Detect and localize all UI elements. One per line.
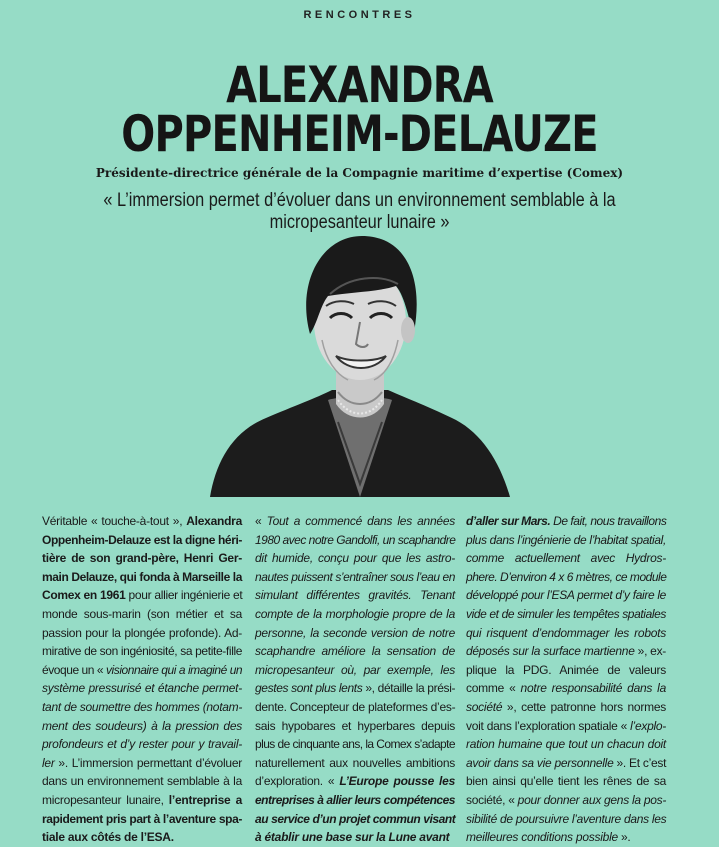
article-line [42,679,242,698]
text-run: comme actuellement avec Hydros- [466,551,666,566]
text-run: développé pour l’ESA permet d’y faire le [466,588,666,603]
name-second-line: OPPENHEIM-DELAUZE [121,105,598,163]
text-run: tiale aux côtés de l’ESA. [42,830,174,845]
article-line [466,754,666,773]
article-line [466,642,666,661]
article-line [255,642,455,661]
article-line [42,698,242,717]
text-run: ». Et c’est [613,755,667,770]
text-run: d’aller sur Mars. [466,514,551,528]
article-line [466,679,666,698]
article-line [255,605,455,624]
text-run: voit dans l’exploration spatiale « [466,718,631,733]
article-line [466,698,666,717]
article-line [255,828,455,847]
text-run: l’explo- [630,718,666,733]
text-run: visionnaire qui a imaginé un [106,662,243,677]
text-run: pour allier ingénierie et [125,588,243,603]
text-run: Oppenheim-Delauze est la digne héri- [42,532,243,547]
article-line [466,586,666,605]
article-line [466,735,666,754]
article-line [255,735,455,754]
article-line [255,698,455,717]
text-run: simulant différentes gravités. Tenant [255,588,455,603]
text-run: comme « [466,681,521,696]
article-column-1 [42,512,242,847]
text-run: scaphandre améliore la sensation de [255,644,455,659]
article-line [42,642,242,661]
text-run: nautes puissent s’entraîner sous l’eau en [255,569,455,584]
text-run: qui risquent d’endommager les robots [466,625,666,640]
text-run: déposés sur la surface martienne [466,644,635,659]
article-line [255,586,455,605]
text-run: », cette patronne hors normes [502,699,666,714]
text-run: gestes sont plus lents [255,681,363,696]
article-line [466,531,666,550]
article-line [255,679,455,698]
article-line [255,531,455,550]
article-line [42,512,242,531]
text-run: Alexandra [186,514,242,528]
text-run: « [255,514,267,528]
article-line [466,605,666,624]
text-run: tant de soumettre des hommes (notam- [42,699,243,714]
article-line [42,717,242,736]
text-run: De fait, nous travaillons [550,514,667,528]
text-run: bien ainsi qu’elle tient les rênes de sa [466,774,666,789]
section-rubric: RENCONTRES [303,9,416,21]
text-run: sais hypobares et hyperbares depuis [255,718,455,733]
text-run: micropesanteur lunaire, [42,792,169,807]
text-run: dans un environnement semblable à la [42,774,242,789]
article-line [255,772,455,791]
text-run: Comex en 1961 [42,588,126,603]
text-run: mirative de son ingéniosité, sa petite-fille [42,644,243,659]
subtitle: Présidente-directrice générale de la Compagnie maritime d’expertise (Comex) [95,166,624,180]
text-run: l’entreprise a [168,792,243,807]
text-run: ler [42,755,55,770]
text-run: Tout a commencé dans les années [266,514,455,528]
text-run: profondeurs et d’y rester pour y travail- [42,737,242,752]
article-line [466,624,666,643]
article-line [42,605,242,624]
article-line [42,810,242,829]
article-line [255,512,455,531]
name-first-line: ALEXANDRA [226,56,493,114]
article-line [255,624,455,643]
article-line [466,568,666,587]
article-line [255,717,455,736]
text-run: monde sous-marin (son métier et sa [42,606,242,621]
article-line [42,828,242,847]
text-run: ment des soudeurs) à la pression des [42,718,242,733]
text-run: d’exploration. « [255,774,340,789]
text-run: plus de cinquante ans, la Comex s’adapte [255,737,455,752]
article-line [466,717,666,736]
article-line [255,549,455,568]
text-run: entreprises à allier leurs compétences [255,792,455,807]
text-run: ration humaine que tout un chacun doit [466,737,666,752]
article-line [466,549,666,568]
text-run: personne, la seconde version de notre [255,625,455,640]
text-run: », détaille la prési- [362,681,456,696]
article-line [466,661,666,680]
article-line [255,568,455,587]
article-line [42,735,242,754]
text-run: au service d’un projet commun visant [255,811,456,826]
text-run: évoque un « [42,662,106,677]
text-run: phere. D’environ 4 x 6 mètres, ce module [466,569,667,584]
article-line [255,754,455,773]
article-line [466,828,666,847]
article-line [42,754,242,773]
text-run: pour donner aux gens la pos- [517,792,667,807]
text-run: Véritable « touche-à-tout », [42,514,187,528]
pull-quote: « L’immersion permet d’évoluer dans un environnement semblable à la micropesanteur lunaire » [103,190,616,233]
article-line [42,586,242,605]
text-run: vide et de simuler les tempêtes spatiales [466,606,666,621]
text-run: dente. Concepteur de plateformes d’es- [255,699,456,714]
article-line [255,661,455,680]
article-line [466,772,666,791]
text-run: société, « [466,792,518,807]
text-run: plique la PDG. Animée de valeurs [466,662,666,677]
article-line [42,624,242,643]
text-run: plus dans l’ingénierie de l’habitat spatial, [466,532,666,547]
text-run: à établir une base sur la Lune avant [255,830,450,845]
article-line [466,810,666,829]
text-run: passion pour la plongée profonde). Ad- [42,625,242,640]
text-run: micropesanteur où, par exemple, les [255,662,455,677]
text-run: meilleures conditions possible [466,830,618,845]
text-run: L’Europe pousse les [339,774,455,789]
text-run: ». L’immersion permettant d’évoluer [54,755,242,770]
text-run: avoir dans sa vie personnelle [466,755,614,770]
text-run: 1980 avec notre Gandolfi, un scaphandre [255,532,456,547]
text-run: dit humide, conçu pour que les astro- [255,551,455,566]
text-run: tière de son grand-père, Henri Ger- [42,551,242,566]
text-run: », ex- [634,644,667,659]
article-line [42,568,242,587]
article-line [42,772,242,791]
text-run: compte de la morphologie propre de la [255,606,455,621]
text-run: société [466,699,503,714]
article-column-3 [466,512,666,847]
article-line [255,810,455,829]
text-run: naturellement aux nouvelles ambitions [255,755,455,770]
text-run: main Delauze, qui fonda à Marseille la [42,569,242,584]
portrait-illustration [210,222,510,497]
article-column-2 [255,512,455,847]
text-run: notre responsabilité dans la [520,681,667,696]
article-line [42,661,242,680]
text-run: rapidement pris part à l’aventure spa- [42,811,242,826]
text-run: système pressurisé et étanche permet- [42,681,242,696]
article-line [42,531,242,550]
text-run: ». [617,830,631,845]
article-line [466,512,666,531]
text-run: sibilité de poursuivre l’aventure dans les [466,811,667,826]
article-line [42,549,242,568]
